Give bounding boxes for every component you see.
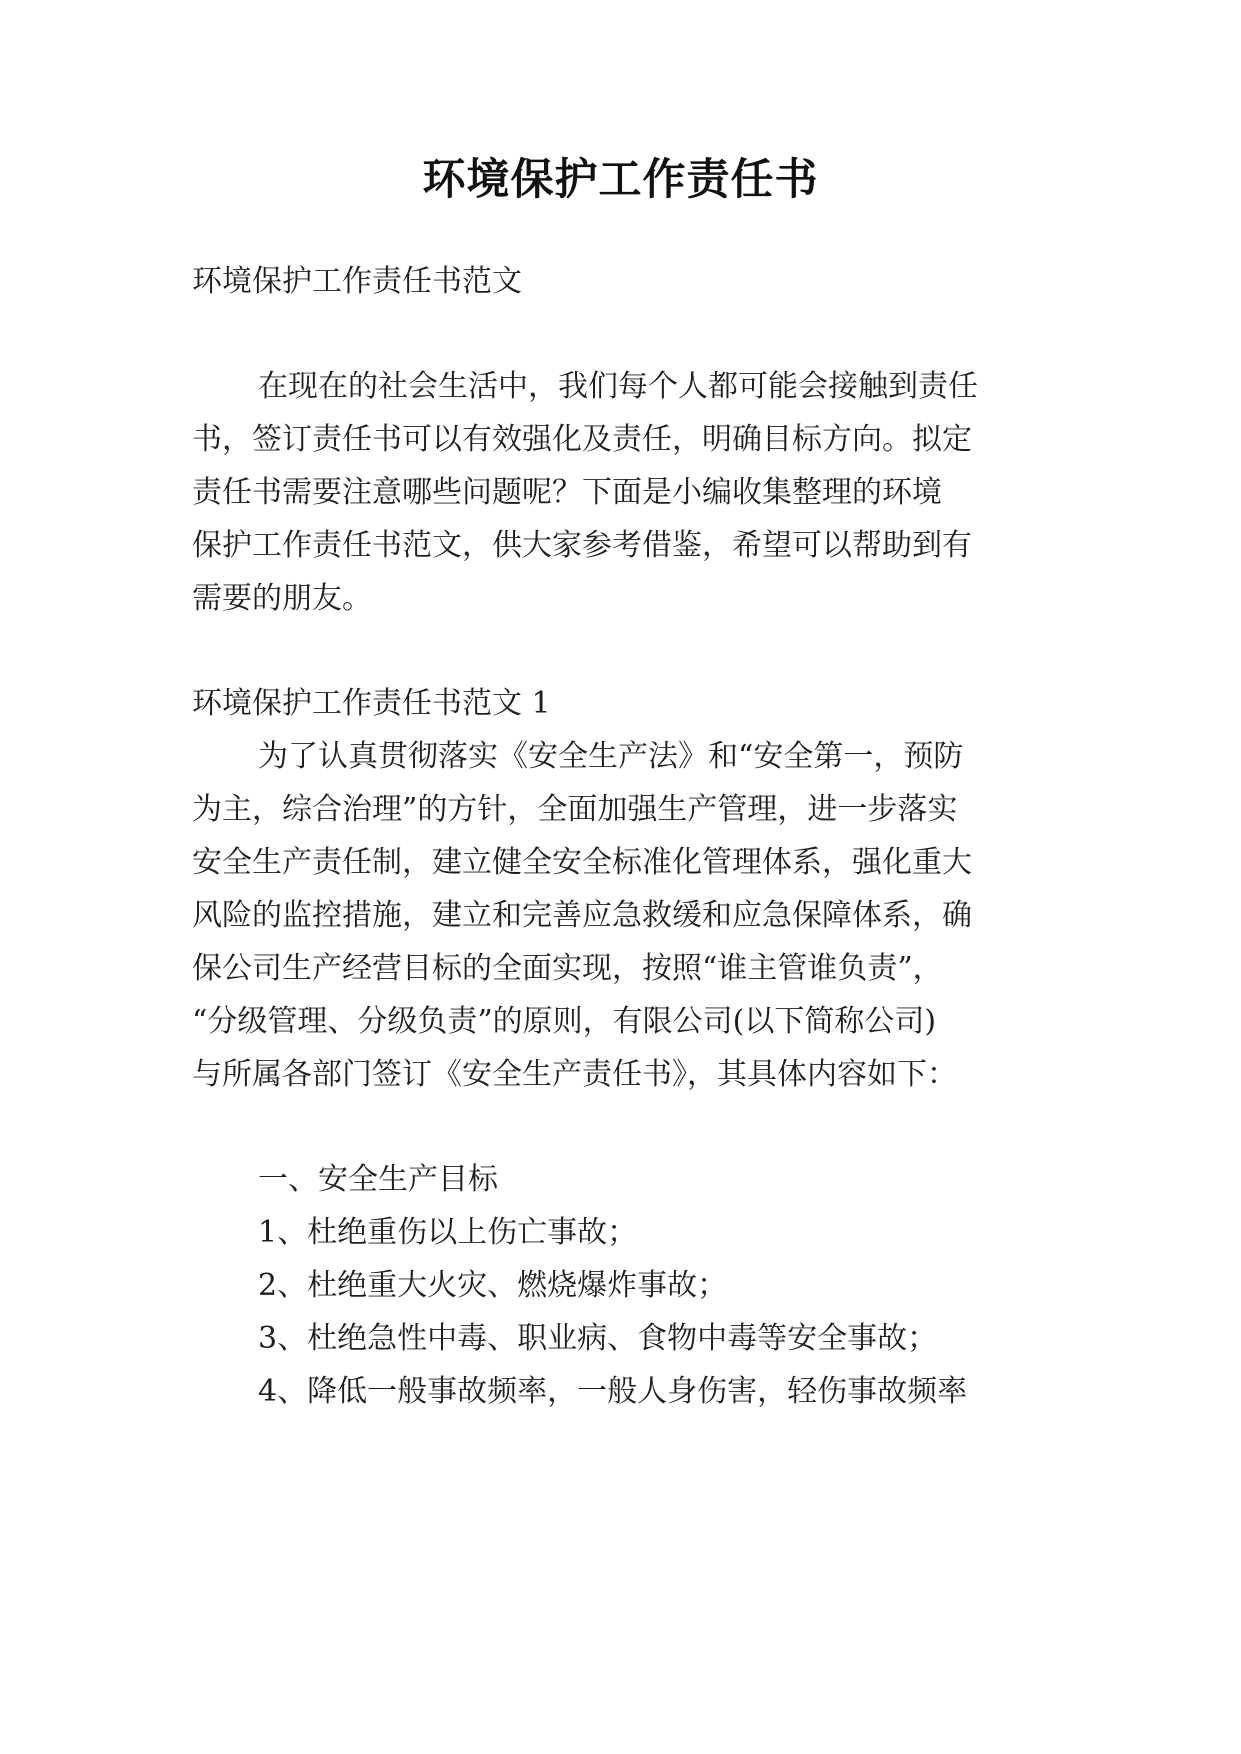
- section-body-line: 与所属各部门签订《安全生产责任书》，其具体内容如下：: [192, 1057, 957, 1092]
- section-body-line: 为主，综合治理”的方针，全面加强生产管理，进一步落实: [192, 792, 958, 827]
- goal-item: 1、杜绝重伤以上伤亡事故；: [258, 1215, 638, 1250]
- section-body-line: “分级管理、分级负责”的原则，有限公司(以下简称公司): [192, 1004, 937, 1039]
- section-body-line: 保公司生产经营目标的全面实现，按照“谁主管谁负责”，: [192, 951, 943, 986]
- goal-item: 2、杜绝重大火灾、燃烧爆炸事故；: [258, 1268, 728, 1303]
- section-body-line: 风险的监控措施，建立和完善应急救缓和应急保障体系，确: [192, 898, 972, 933]
- document-title: 环境保护工作责任书: [422, 155, 819, 205]
- intro-line: 保护工作责任书范文，供大家参考借鉴，希望可以帮助到有: [192, 528, 972, 563]
- section-body-line: 安全生产责任制，建立健全安全标准化管理体系，强化重大: [192, 845, 972, 880]
- goals-heading: 一、安全生产目标: [258, 1162, 498, 1197]
- section-body-line: 为了认真贯彻落实《安全生产法》和“安全第一，预防: [258, 739, 964, 774]
- intro-line: 在现在的社会生活中，我们每个人都可能会接触到责任: [258, 369, 978, 404]
- document-subtitle: 环境保护工作责任书范文: [192, 264, 522, 299]
- section-heading: 环境保护工作责任书范文 1: [192, 686, 551, 721]
- intro-line: 需要的朋友。: [192, 581, 372, 616]
- goal-item: 3、杜绝急性中毒、职业病、食物中毒等安全事故；: [258, 1321, 938, 1356]
- intro-line: 书，签订责任书可以有效强化及责任，明确目标方向。拟定: [192, 422, 972, 457]
- goal-item: 4、降低一般事故频率，一般人身伤害，轻伤事故频率: [258, 1374, 968, 1409]
- intro-line: 责任书需要注意哪些问题呢？下面是小编收集整理的环境: [192, 475, 942, 510]
